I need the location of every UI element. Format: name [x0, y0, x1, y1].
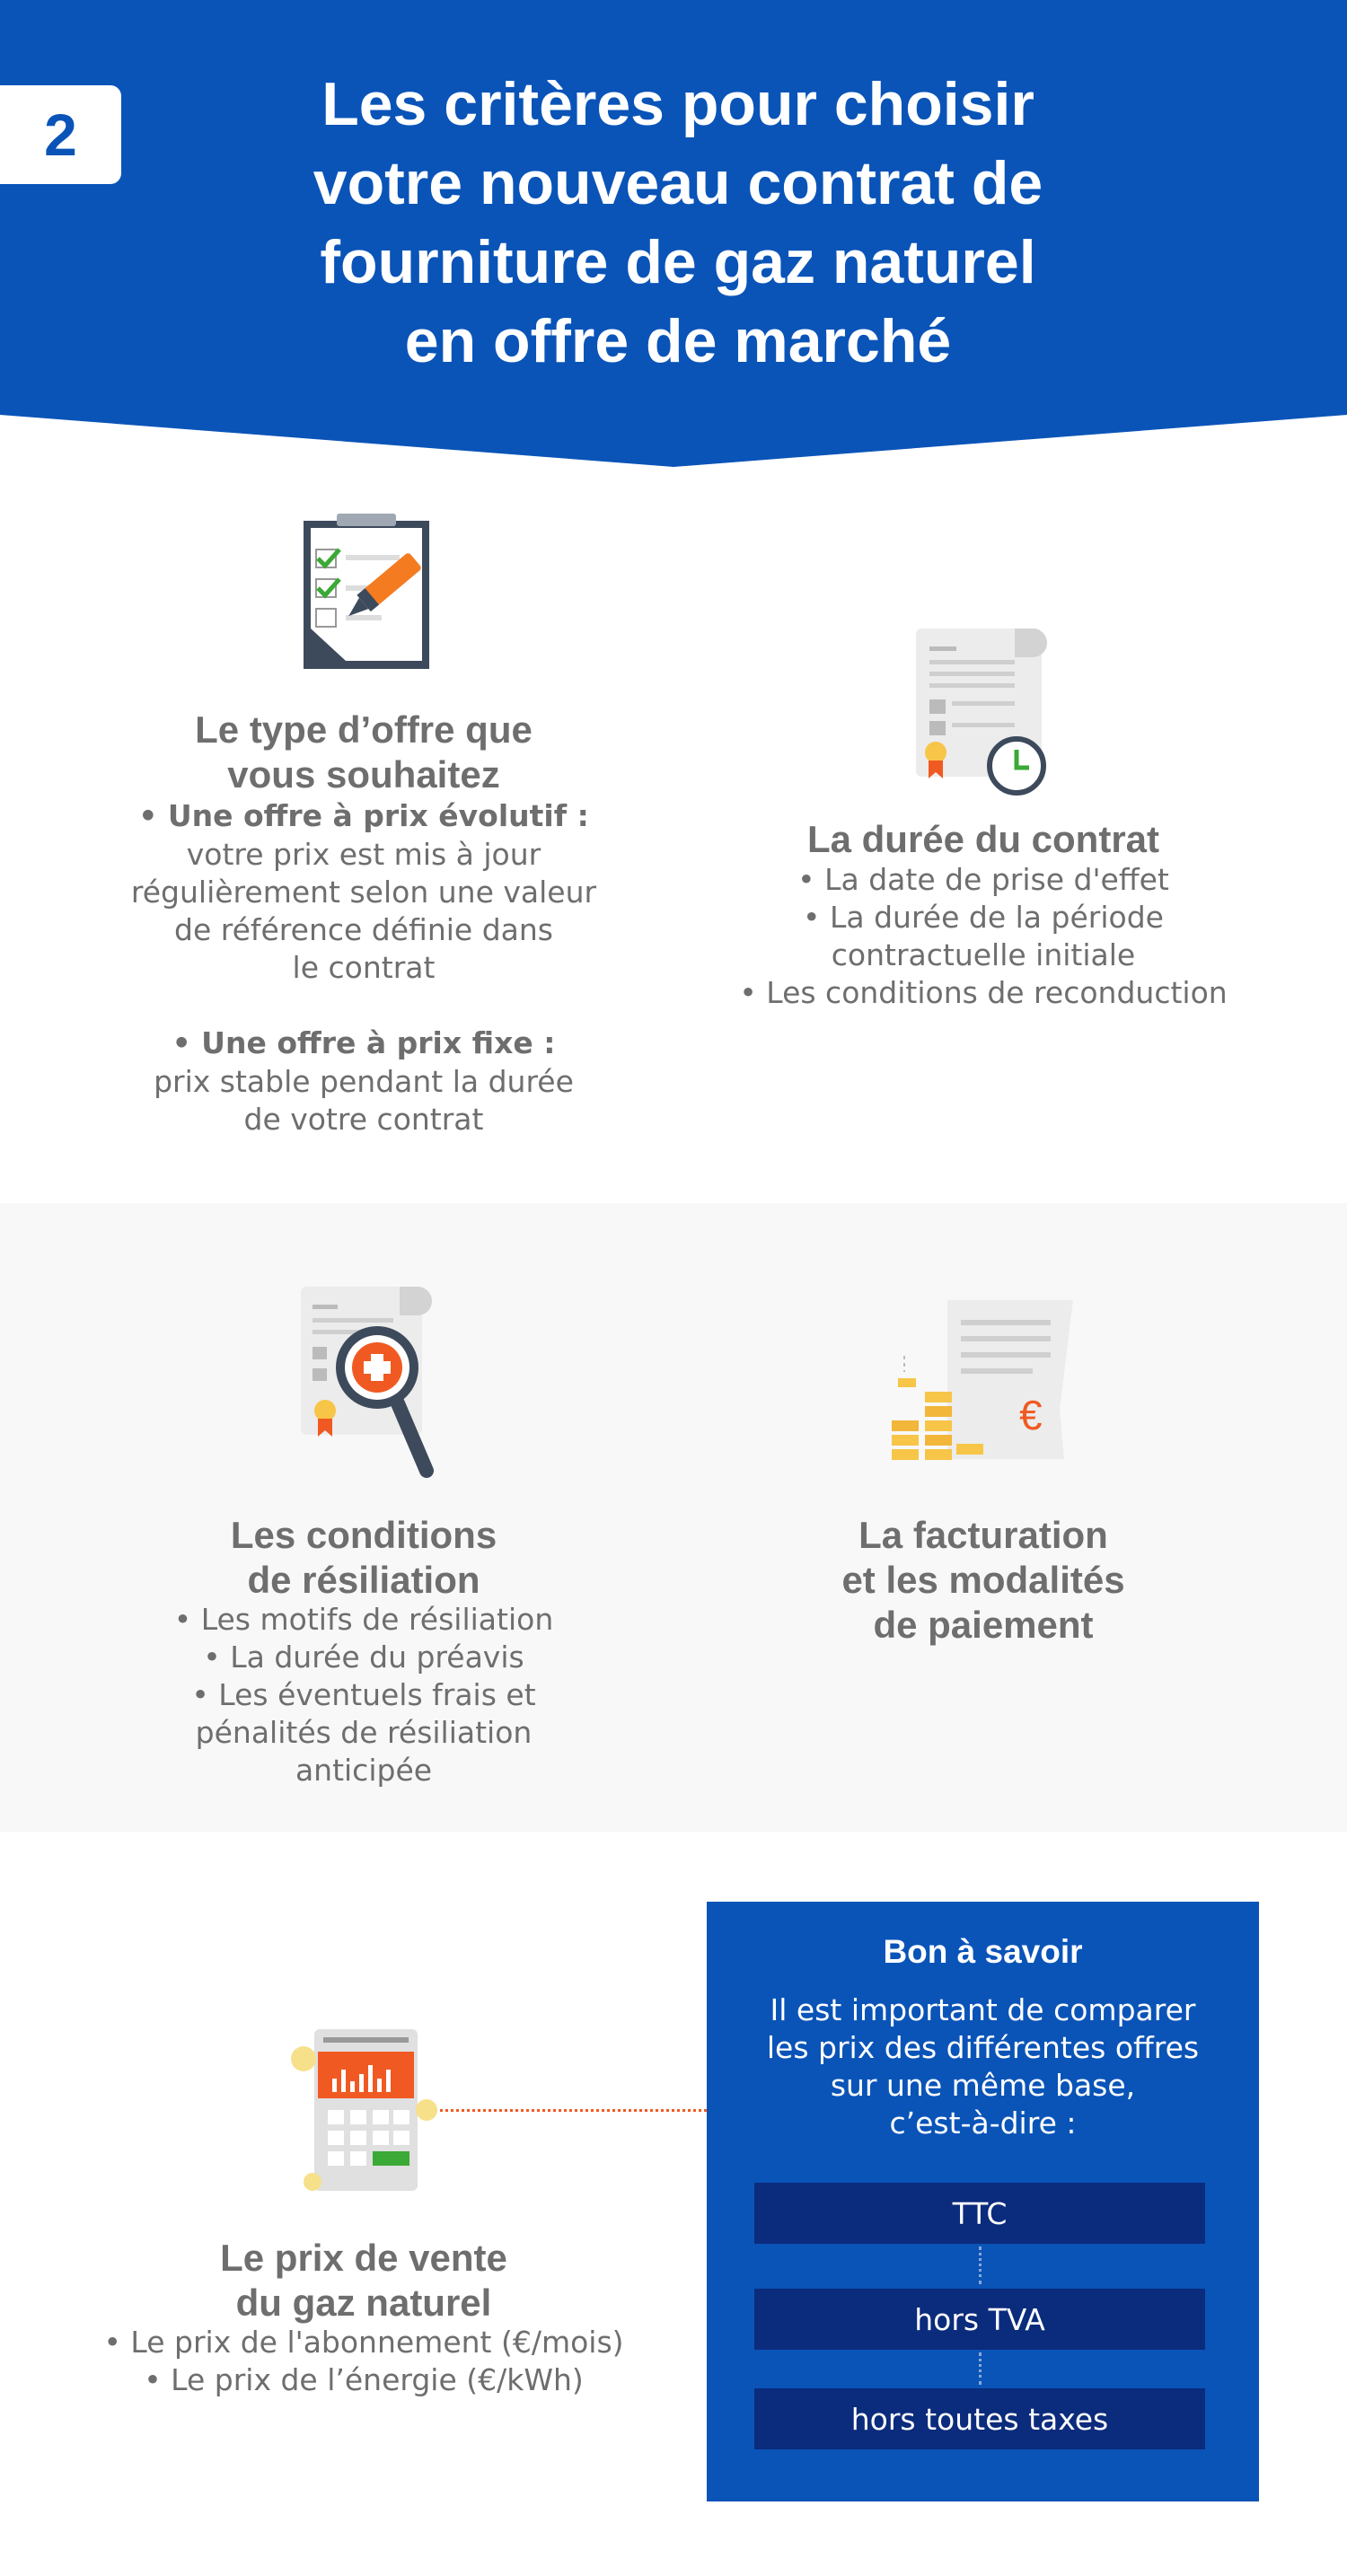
price-list: • Le prix de l'abonnement (€/mois) • Le prix de l’énergie (€/kWh)	[103, 2325, 624, 2397]
billing-heading: La facturation et les modalités de paiement	[841, 1514, 1125, 1646]
price-basis-hors-toutes-taxes: hors toutes taxes	[754, 2388, 1205, 2449]
good-to-know-text: Il est important de comparer les prix des différentes offres sur une même base, c’est-à-dire :	[766, 1992, 1200, 2141]
header-banner	[0, 0, 1347, 467]
contract-duration-heading: La durée du contrat	[806, 818, 1160, 860]
good-to-know-box	[707, 1902, 1259, 2501]
step-number-badge: 2	[0, 85, 121, 184]
contract-clock-icon	[907, 624, 1060, 808]
fixed-variable-price-title: • Une offre à prix évolutif :	[138, 798, 589, 833]
checklist-pen-icon	[296, 512, 440, 678]
connector-line	[440, 2109, 707, 2112]
variable-price-description: votre prix est mis à jour régulièrement selon une valeur de référence définie dans le contrat	[130, 837, 597, 985]
price-basis-hors-tva: hors TVA	[754, 2289, 1205, 2350]
good-to-know-title: Bon à savoir	[883, 1933, 1083, 1970]
calculator-icon	[287, 2025, 445, 2209]
contract-duration-list: • La date de prise d'effet • La durée de la période contractuelle initiale • Les conditions de reconduction	[739, 862, 1228, 1010]
fixed-price-title: • Une offre à prix fixe :	[172, 1025, 556, 1060]
termination-heading: Les conditions de résiliation	[230, 1514, 497, 1601]
dotted-connector	[979, 2352, 982, 2385]
bill-coins-euro-icon	[885, 1293, 1078, 1477]
price-heading: Le prix de vente du gaz naturel	[220, 2237, 507, 2324]
offer-type-heading: Le type d’offre que vous souhaitez	[195, 708, 533, 796]
dotted-connector	[979, 2246, 982, 2284]
price-basis-ttc: TTC	[754, 2183, 1205, 2244]
page-title: Les critères pour choisir votre nouveau contrat de fourniture de gaz naturel en offre de marché	[313, 70, 1043, 375]
termination-list: • Les motifs de résiliation • La durée du préavis • Les éventuels frais et pénalités de résiliation anticipée	[173, 1602, 554, 1788]
fixed-price-description: prix stable pendant la durée de votre contrat	[154, 1064, 574, 1137]
svg-text:€: €	[1019, 1392, 1043, 1438]
magnifier-cancel-icon	[296, 1282, 449, 1484]
